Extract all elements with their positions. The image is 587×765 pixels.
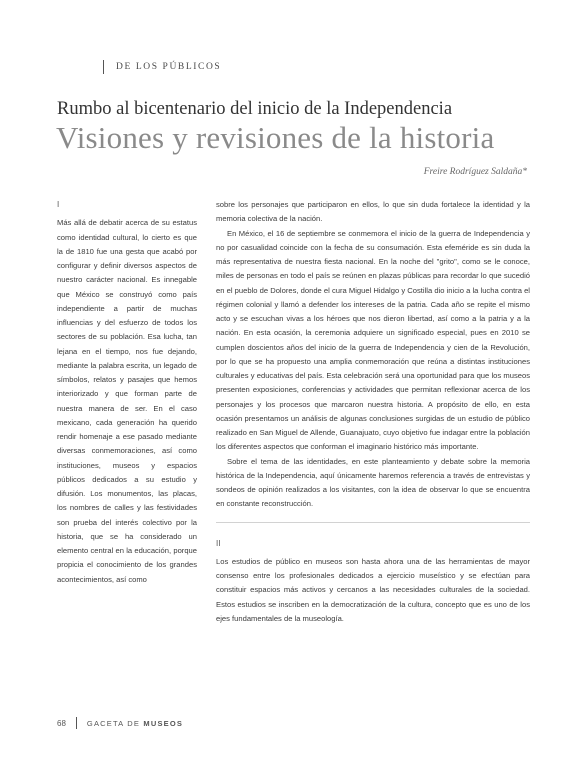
page-footer xyxy=(57,717,183,729)
article-subtitle: Rumbo al bicentenario del inicio de la Independencia xyxy=(57,99,453,119)
right-column-paragraph-1: sobre los personajes que participaron en ellos, lo que sin duda fortalece la identidad y la memoria colectiva de la nación. xyxy=(216,200,530,224)
section-header xyxy=(103,60,221,74)
page-number: 68 xyxy=(57,718,66,728)
right-column-paragraph-4: Los estudios de público en museos son hasta ahora una de las herramientas de mayor consenso entre los profesionales dedicados a ejercicio museístico y se efectúan para constituir espacios más activos y cercanos a las necesidades culturales de la sociedad. Estos estudios se inscriben en la democratización de la cultura, concepto que es uno de los ejes fundamentales de la museología. xyxy=(216,556,530,623)
article-author: Freire Rodríguez Saldaña* xyxy=(423,167,527,177)
section-numeral-1: I xyxy=(57,200,60,209)
publication-name xyxy=(87,719,183,728)
section-divider xyxy=(216,522,530,523)
right-column-paragraph-3: Sobre el tema de las identidades, en este planteamiento y debate sobre la memoria histórica de la Independencia, aquí únicamente haremos referencia a través de entrevistas y sondeos de opinión realizados a los visitantes, con la idea de observar lo que se encuentra en constante reconstrucción. xyxy=(216,456,530,509)
section-label: DE LOS PÚBLICOS xyxy=(116,62,222,72)
section-rule xyxy=(103,60,104,74)
right-column-paragraph-2: En México, el 16 de septiembre se conmemora el inicio de la guerra de Independencia y no por casualidad coincide con la fecha de su consumación. Esta efeméride es sin duda la más representativa de nuestra fiesta nacional. En la noche del "grito", como se le conoce, miles de personas en todo el país se reúnen en plazas públicas para recordar lo que sucedió en el pueblo de Dolores, donde el cura Miguel Hidalgo y Costilla dio inicio a la lucha contra el régimen colonial y llamó a defender los intereses de la patria. Cada año se repite el mismo acto y se escuchan vivas a los héroes que nos dieron libertad, así como a la patria y a la nación. En esta ocasión, la ceremonia adquiere un significado especial, pues en 2010 se cumplen doscientos años del inicio de la guerra de Independencia y cien de la Revolución, por lo que se ha propuesto una amplia conmemoración que reúna a distintas instituciones culturales y educativas del país. Esta celebración será una oportunidad para que los museos presenten exposiciones, conferencias y actividades que permitan reflexionar acerca de los personajes y los procesos que marcaron nuestra historia. A propósito de ello, en esta ocasión presentamos un análisis de algunas conclusiones surgidas de un estudio de público realizado en San Miguel de Allende, Guanajuato, cuyo objetivo fue indagar entre la población los diferentes aspectos que conforman el imaginario histórico más importante. xyxy=(216,228,530,452)
article-title: Visiones y revisiones de la historia xyxy=(56,120,495,155)
left-column-paragraph: Más allá de debatir acerca de su estatus como identidad cultural, lo cierto es que la de 1810 fue una gesta que acabó por configurar y definir diversos aspectos de nuestro carácter nacional. Es innegable que México se construyó como país independiente a partir de muchas influencias y del esfuerzo de todos los sectores de su población. Esa lucha, tan lejana en el tiempo, nos fue dejando, mediante la palabra escrita, un legado de símbolos, relatos y pasajes que hemos interiorizado y que forman parte de nuestra manera de ser. En el caso mexicano, cada generación ha querido rendir homenaje a ese pasado mediante diversas conmemoraciones, así como instituciones, museos y espacios públicos dedicados a su estudio y difusión. Los monumentos, las placas, los nombres de calles y las festividades son prueba del interés colectivo por la historia, que se ha considerado un elemento central en la educación, porque propicia el conocimiento de los grandes acontecimientos, así como xyxy=(57,218,197,584)
right-column xyxy=(216,198,530,626)
publication-prefix: GACETA DE xyxy=(86,718,144,728)
publication-bold: MUSEOS xyxy=(143,718,184,728)
section-numeral-2: II xyxy=(216,538,221,548)
left-column xyxy=(57,198,197,587)
footer-rule xyxy=(76,717,77,729)
